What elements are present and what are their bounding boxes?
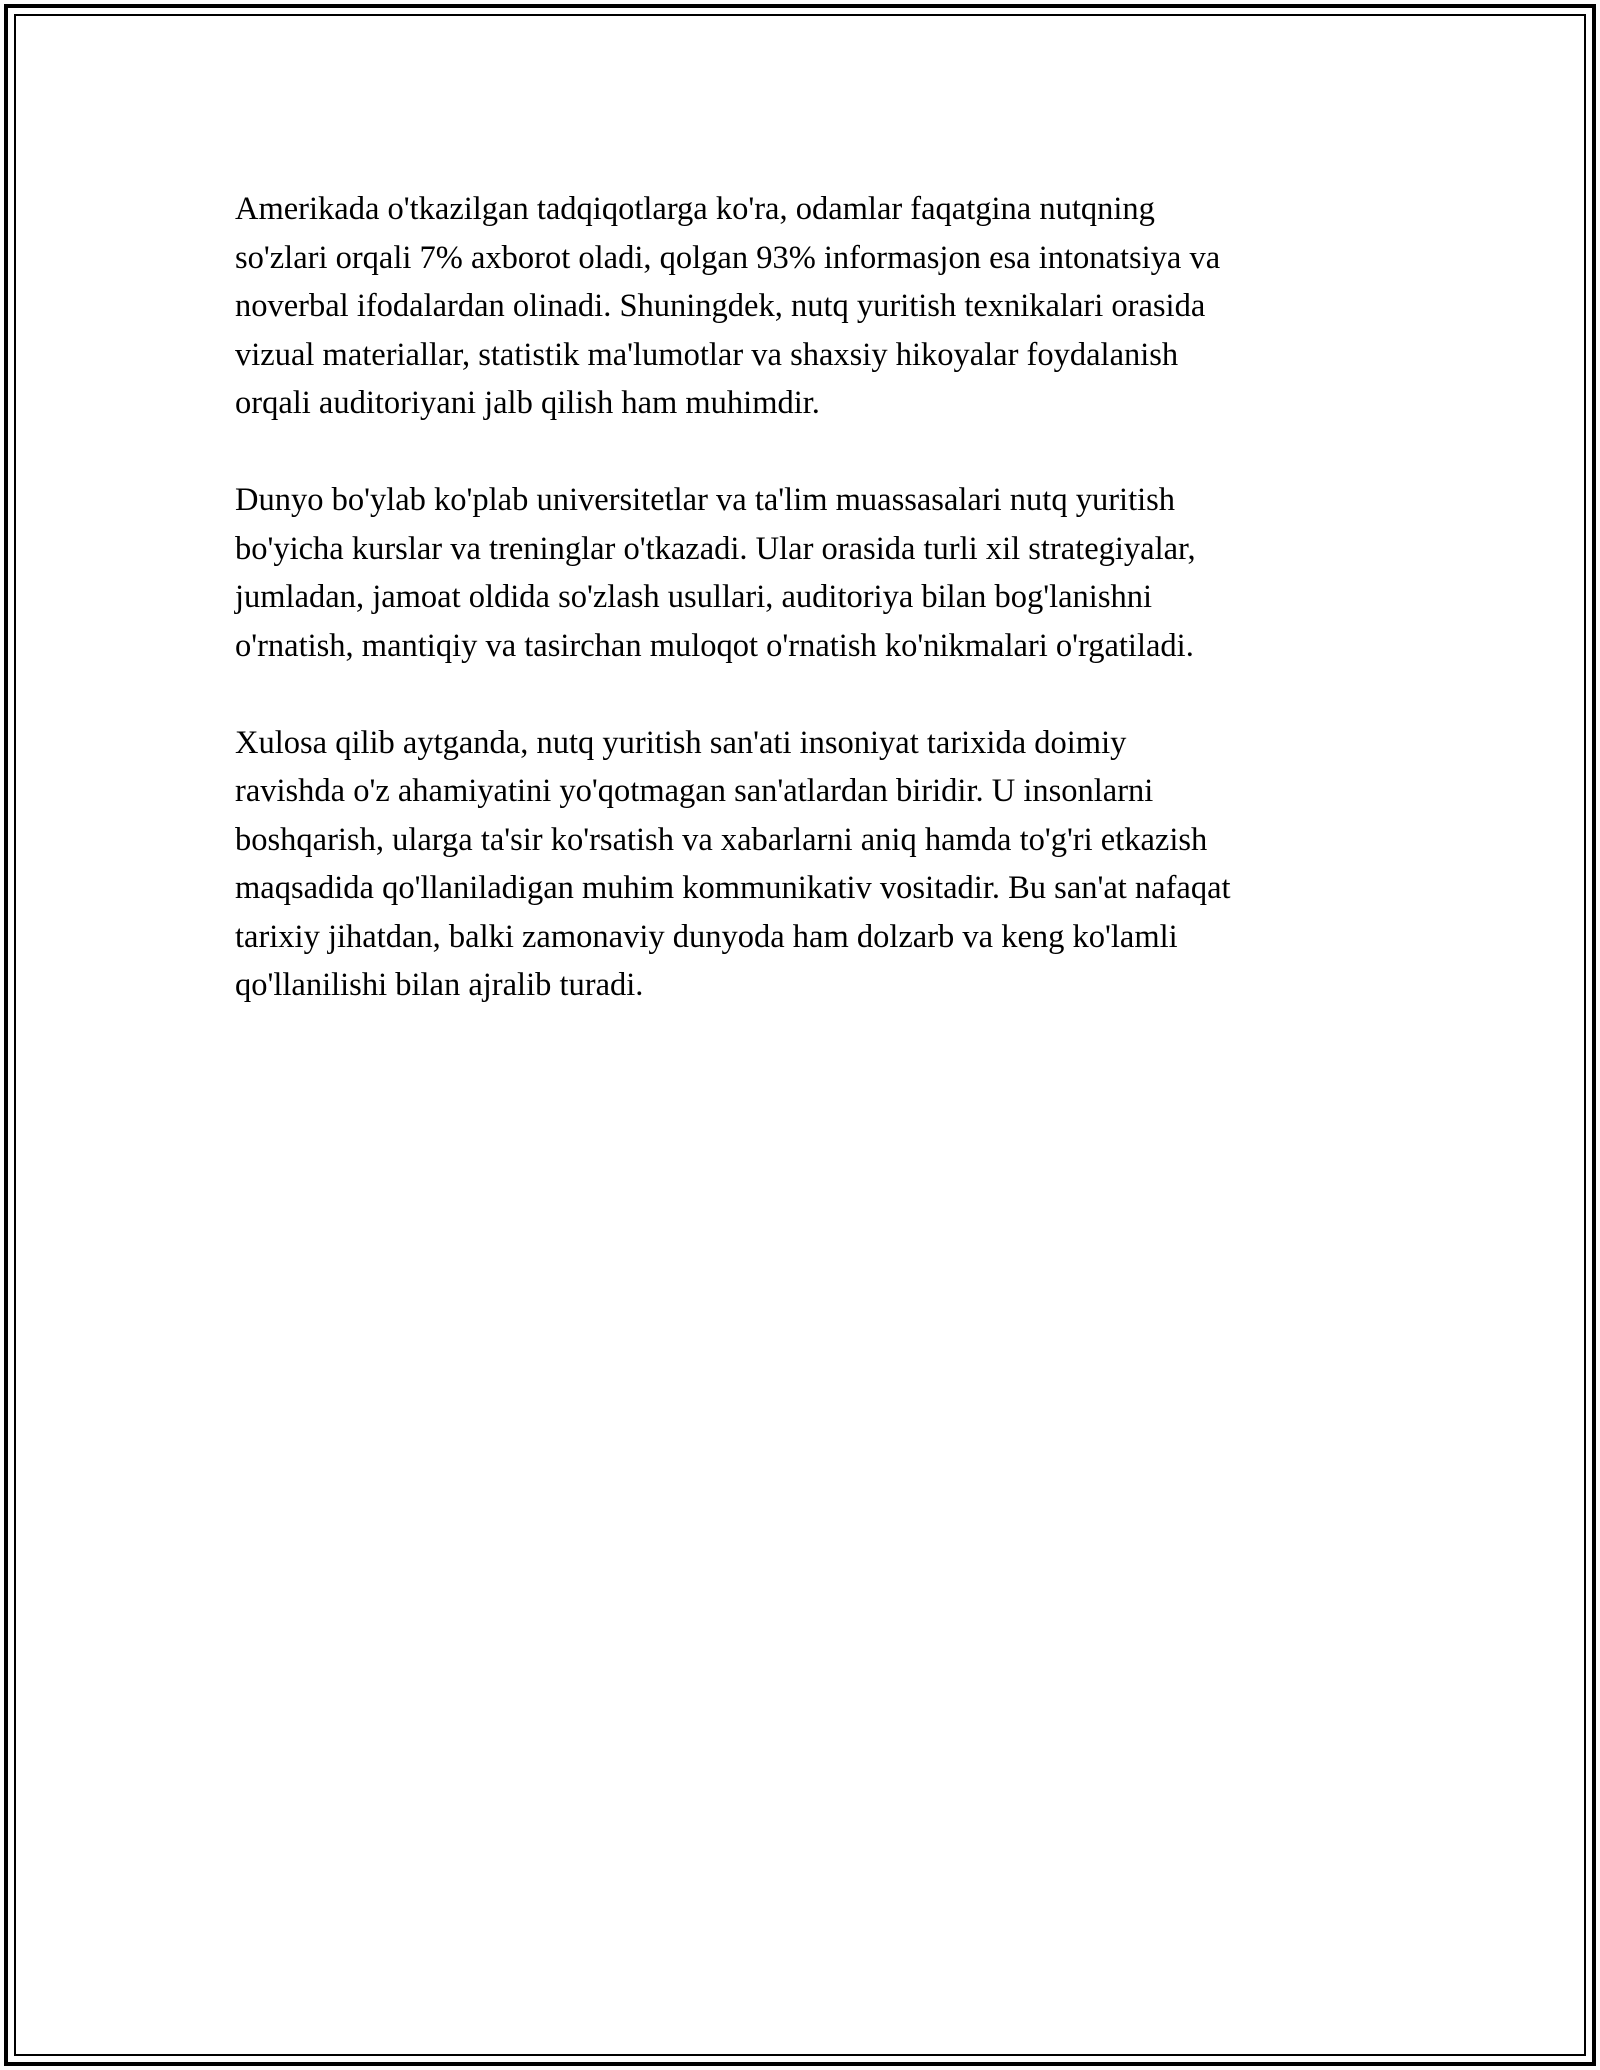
text-line: tarixiy jihatdan, balki zamonaviy dunyoda ham dolzarb va keng ko'lamli [235,918,1178,955]
paragraph-1 [235,185,1375,428]
text-line: Xulosa qilib aytganda, nutq yuritish san'ati insoniyat tarixida doimiy [235,724,1127,761]
text-line: Dunyo bo'ylab ko'plab universitetlar va ta'lim muassasalari nutq yuritish [235,482,1176,518]
text-line: qo'llanilishi bilan ajralib turadi. [235,967,644,1003]
text-line: boshqarish, ularga ta'sir ko'rsatish va xabarlarni aniq hamda to'g'ri etkazish [235,821,1208,858]
text-line: maqsadida qo'llaniladigan muhim kommunikativ vositadir. Bu san'at nafaqat [235,870,1231,906]
paragraph-2 [235,476,1375,670]
document-body [235,185,1375,1058]
text-line: Amerikada o'tkazilgan tadqiqotlarga ko'ra, odamlar faqatgina nutqning [235,191,1155,227]
text-line: noverbal ifodalardan olinadi. Shuningdek, nutq yuritish texnikalari orasida [235,288,1206,324]
text-line: so'zlari orqali 7% axborot oladi, qolgan 93% informasjon esa intonatsiya va [235,239,1221,276]
text-line: jumladan, jamoat oldida so'zlash usullari, auditoriya bilan bog'lanishni [235,579,1153,615]
text-line: o'rnatish, mantiqiy va tasirchan muloqot o'rnatish ko'nikmalari o'rgatiladi. [235,627,1194,664]
text-line: vizual materiallar, statistik ma'lumotlar va shaxsiy hikoyalar foydalanish [235,336,1179,373]
text-line: orqali auditoriyani jalb qilish ham muhimdir. [235,385,820,421]
text-line: bo'yicha kurslar va treninglar o'tkazadi. Ular orasida turli xil strategiyalar, [235,530,1196,567]
text-line: ravishda o'z ahamiyatini yo'qotmagan san'atlardan biridir. U insonlarni [235,773,1154,809]
paragraph-3 [235,719,1375,1010]
